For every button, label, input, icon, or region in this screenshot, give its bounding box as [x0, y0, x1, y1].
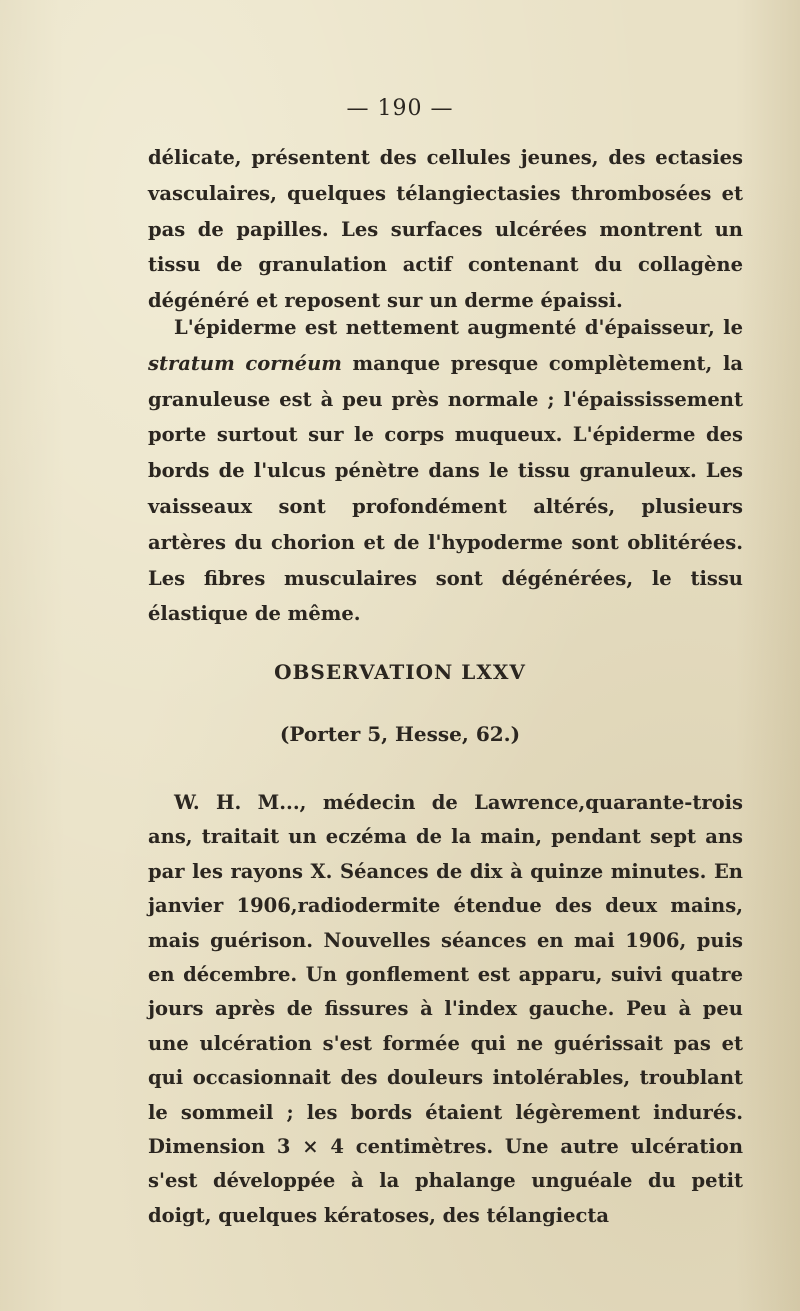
paragraph-epidermis-text-start: L'épiderme est nettement augmenté d'épaisseur, le: [174, 316, 743, 339]
italic-term-stratum-corneum: stratum cornéum: [148, 351, 342, 375]
observation-reference: (Porter 5, Hesse, 62.): [279, 722, 521, 746]
paragraph-epidermis-text-end: manque presque complètement, la granuleuse est à peu près normale ; l'épaississement porte surtout sur le corps muqueux. L'épiderme des bords de l'ulcus pénètre dans le tissu granuleux. Les vaisseaux sont profondément altérés, plusieurs artères du chorion et de l'hypoderme sont oblitérées. Les fibres musculaires sont dégénérées, le tissu élastique de même.: [148, 351, 743, 626]
page-number: — 190 —: [346, 96, 454, 121]
paragraph-epidermis: [148, 310, 743, 632]
observation-heading: OBSERVATION LXXV: [274, 660, 526, 684]
paragraph-case-description: W. H. M..., médecin de Lawrence,quarante-trois ans, traitait un eczéma de la main, pendant sept ans par les rayons X. Séances de dix à quinze minutes. En janvier 1906,radiodermite étendue des deux mains, mais guérison. Nouvelles séances en mai 1906, puis en décembre. Un gonflement est apparu, suivi quatre jours après de fissures à l'index gauche. Peu à peu une ulcération s'est formée qui ne guérissait pas et qui occasionnait des douleurs intolérables, troublant le sommeil ; les bords étaient légèrement indurés. Dimension 3 × 4 centimètres. Une autre ulcération s'est développée à la phalange unguéale du petit doigt, quelques kératoses, des télangiecta: [148, 791, 743, 1227]
paragraph-histology-continued: délicate, présentent des cellules jeunes, des ectasies vasculaires, quelques télangiectasies thrombosées et pas de papilles. Les surfaces ulcérées montrent un tissu de granulation actif contenant du collagène dégénéré et reposent sur un derme épaissi.: [148, 146, 743, 313]
